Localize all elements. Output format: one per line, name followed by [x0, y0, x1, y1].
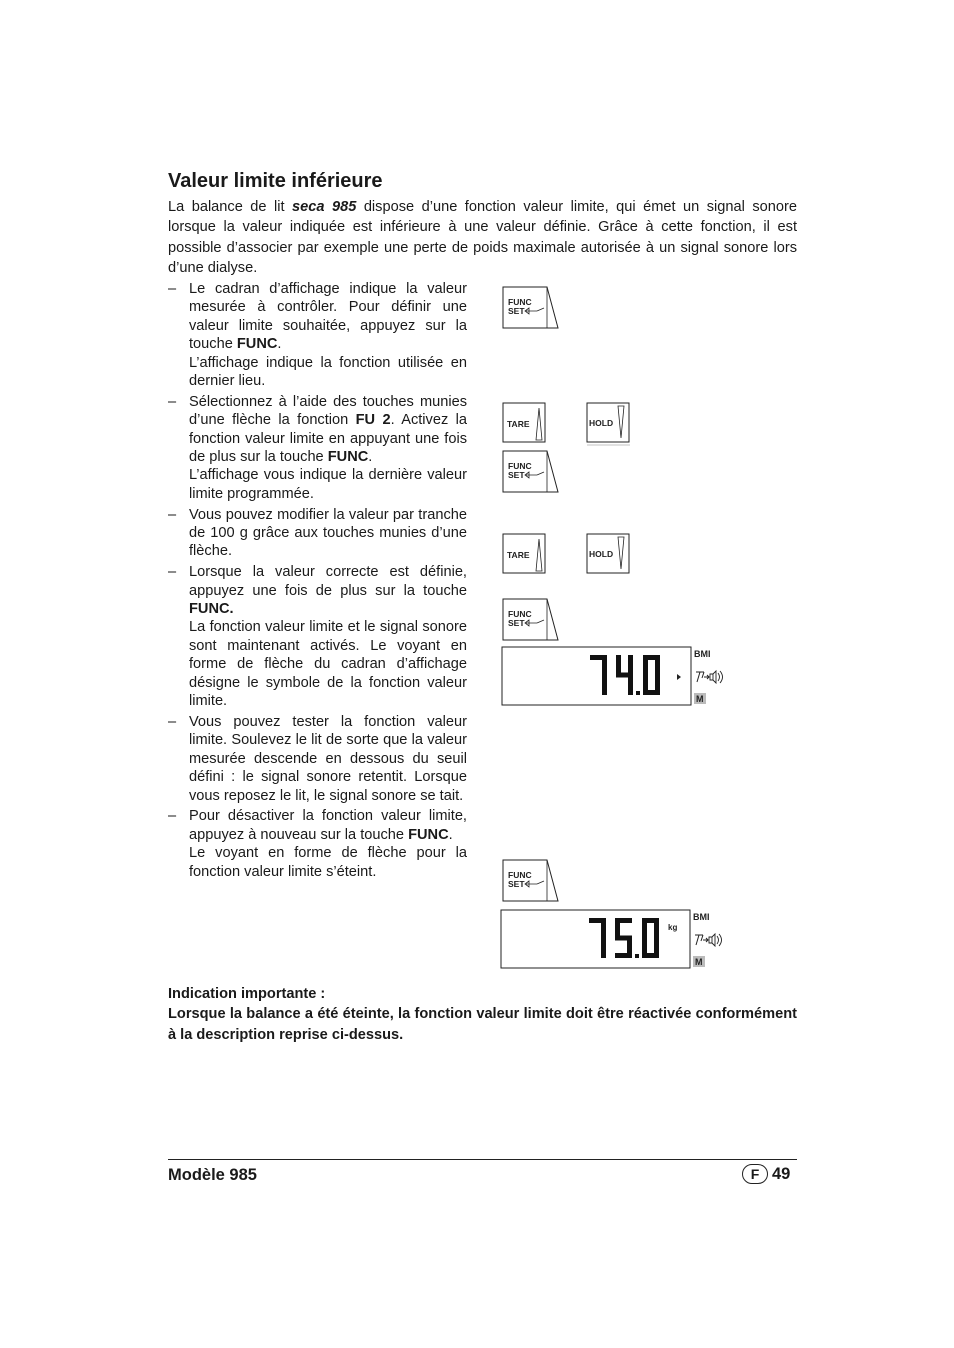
step-3-text: Vous pouvez modifier la valeur par tranche de 100 g grâce aux touches munies d’une flèche.	[189, 506, 467, 560]
step-1-key: FUNC	[236, 336, 278, 353]
lcd-segment	[601, 938, 606, 958]
lcd-segment	[601, 918, 606, 938]
tare-key-2	[502, 533, 548, 575]
step-4-text: Lorsque la valeur correcte est définie, appuyez une fois de plus sur la touche	[189, 564, 467, 599]
step-2-text-2: . Activez la fonction valeur limite en appuyant une fois de plus sur la touche	[189, 412, 467, 466]
step-3	[168, 506, 467, 561]
step-5	[168, 713, 467, 805]
step-2	[168, 393, 467, 503]
key-label-hold: HOLD	[589, 549, 614, 559]
bmi-label: BMI	[693, 912, 710, 922]
step-6	[168, 807, 467, 881]
step-4	[168, 563, 467, 710]
note-heading: Indication importante :	[168, 986, 326, 1002]
step-2-text: Sélectionnez à l’aide des touches munies d’une flèche la fonction	[189, 393, 467, 429]
page-title: Valeur limite inférieure	[168, 170, 383, 192]
step-6-result: Le voyant en forme de flèche pour la fonction valeur limite s’éteint.	[189, 845, 467, 880]
lcd-segment	[655, 655, 660, 675]
step-2-result: L’affichage vous indique la dernière valeur limite programmée.	[189, 467, 467, 502]
key-label-func: FUNC	[508, 297, 532, 307]
limit-signal-icon	[696, 671, 723, 683]
unit-label: kg	[668, 923, 678, 932]
lcd-decimal-point	[636, 691, 640, 695]
hold-key-2	[586, 533, 634, 575]
intro-post: dispose d’une fonction valeur limite, qui émet un signal sonore lorsque la valeur indiquée est inférieure à une valeur définie. Grâce à cette fonction, il est possible d’associer par exemple une perte de poids maximale autorisée à un signal sonore lors d’une dialyse.	[168, 199, 797, 277]
lcd-display-1	[501, 646, 737, 708]
lcd-segment	[654, 918, 659, 938]
key-label-func: FUNC	[508, 870, 532, 880]
key-label-set: SET	[508, 618, 525, 628]
lcd-decimal-point	[635, 954, 639, 958]
step-4-result: La fonction valeur limite et le signal sonore sont maintenant activés. Le voyant en forme de flèche du cadran d’affichage désigne le symbole de la fonction valeur limite.	[189, 619, 467, 710]
language-badge: F	[742, 1164, 768, 1184]
intro-paragraph	[168, 197, 797, 279]
intro-model: seca 985	[292, 199, 357, 215]
key-label-tare: TARE	[507, 550, 530, 560]
lcd-segment	[628, 655, 633, 675]
lcd-segment	[615, 918, 620, 938]
step-2-function: FU 2	[355, 412, 391, 429]
key-label-func: FUNC	[508, 461, 532, 471]
key-label-set: SET	[508, 470, 525, 480]
footer-model: Modèle 985	[168, 1166, 257, 1184]
lcd-segment	[602, 655, 607, 675]
func-set-key-1	[502, 286, 562, 330]
hold-key-1	[586, 402, 634, 446]
note-text: Lorsque la balance a été éteinte, la fonction valeur limite doit être réactivée conformément à la description reprise ci-dessus.	[168, 1006, 797, 1043]
lcd-segment	[628, 675, 633, 695]
key-label-tare: TARE	[507, 419, 530, 429]
bmi-label: BMI	[694, 649, 711, 659]
lcd-segment	[616, 655, 621, 675]
page-number: 49	[772, 1164, 791, 1183]
func-set-key-2	[502, 450, 562, 494]
step-2-key: FUNC	[327, 449, 369, 466]
step-1-text: Le cadran d’affichage indique la valeur mesurée à contrôler. Pour définir une valeur limite souhaitée, appuyez sur la touche	[189, 281, 467, 353]
key-label-hold: HOLD	[589, 418, 614, 428]
step-1-end: .	[277, 336, 282, 353]
footer-divider	[168, 1159, 797, 1160]
intro-pre: La balance de lit	[168, 199, 293, 215]
tare-key-1	[502, 402, 548, 444]
memory-label: M	[695, 957, 703, 967]
key-label-func: FUNC	[508, 609, 532, 619]
footer-page-info	[742, 1164, 790, 1184]
step-4-key: FUNC.	[189, 601, 234, 618]
lcd-segment	[642, 938, 647, 958]
step-6-key: FUNC	[408, 826, 449, 843]
step-dash: –	[168, 564, 177, 581]
step-dash: –	[168, 393, 177, 410]
step-6-end: .	[448, 826, 453, 843]
important-note	[168, 984, 797, 1045]
step-5-text: Vous pouvez tester la fonction valeur limite. Soulevez le lit de sorte que la valeur mesurée descende en dessous du seuil défini : le signal sonore retentit. Lorsque vous reposez le lit, le signal sonore se tait.	[189, 713, 467, 804]
instruction-list	[168, 280, 467, 883]
step-2-end: .	[368, 449, 373, 466]
step-dash: –	[168, 713, 177, 730]
step-6-text: Pour désactiver la fonction valeur limite, appuyez à nouveau sur la touche	[189, 808, 467, 843]
lcd-segment	[615, 953, 632, 958]
step-dash: –	[168, 506, 177, 523]
lcd-display-2	[500, 909, 736, 971]
lcd-segment	[642, 918, 647, 938]
lcd-segment	[643, 655, 648, 675]
lcd-segment	[602, 675, 607, 695]
limit-signal-icon	[695, 934, 722, 946]
step-dash: –	[168, 808, 177, 825]
step-1-result: L’affichage indique la fonction utilisée en dernier lieu.	[189, 354, 467, 390]
step-1	[168, 280, 467, 390]
key-label-set: SET	[508, 879, 525, 889]
step-dash: –	[168, 281, 177, 297]
key-label-set: SET	[508, 306, 525, 316]
func-set-key-4	[502, 859, 562, 903]
func-set-key-3	[502, 598, 562, 642]
memory-label: M	[696, 694, 704, 704]
lcd-segment	[643, 675, 648, 695]
